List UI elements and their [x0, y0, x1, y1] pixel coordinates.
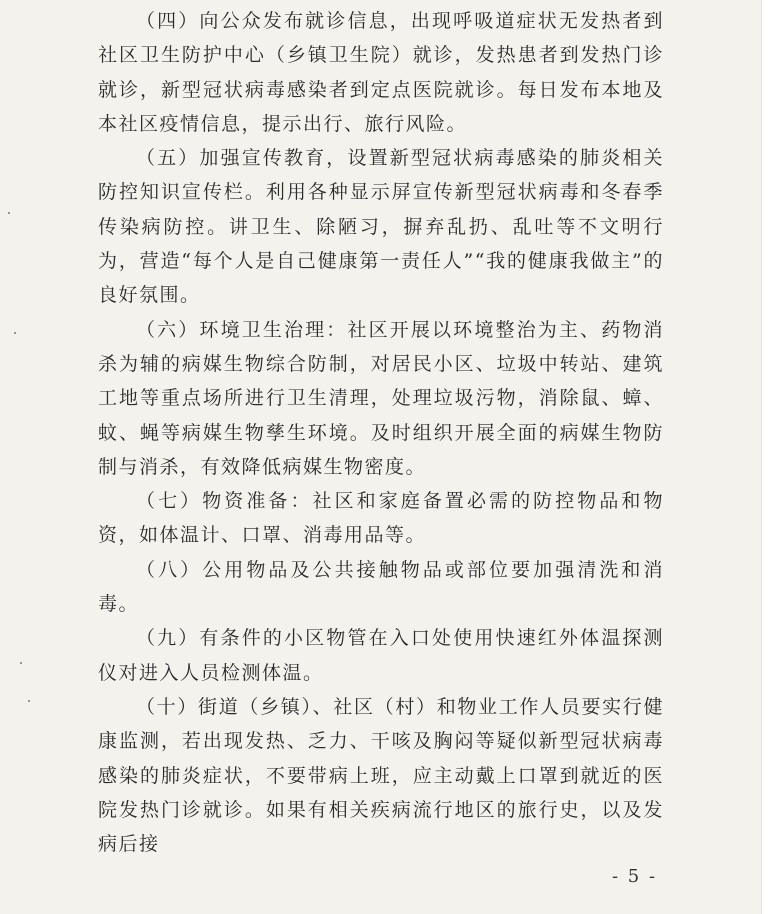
paragraph-4: （四）向公众发布就诊信息，出现呼吸道症状无发热者到社区卫生防护中心（乡镇卫生院）就诊，发热患者到发热门诊就诊，新型冠状病毒感染者到定点医院就诊。每日发布本地及本社区疫情信息，提示出行、旅行风险。: [98, 10, 664, 135]
paragraph-9: （九）有条件的小区物管在入口处使用快速红外体温探测仪对进入人员检测体温。: [98, 627, 664, 684]
paragraph-10: （十）街道（乡镇）、社区（村）和物业工作人员要实行健康监测，若出现发热、乏力、干咳及胸闷等疑似新型冠状病毒感染的肺炎症状，不要带病上班，应主动戴上口罩到就近的医院发热门诊就诊。如果有相关疾病流行地区的旅行史，以及发病后接: [98, 695, 664, 856]
paragraph-5: （五）加强宣传教育，设置新型冠状病毒感染的肺炎相关防控知识宣传栏。利用各种显示屏宣传新型冠状病毒和冬春季传染病防控。讲卫生、除陋习，摒弃乱扔、乱吐等不文明行为，营造“每个人是自己健康第一责任人”“我的健康我做主”的良好氛围。: [98, 147, 664, 307]
page-edge: [761, 0, 772, 914]
page-number: - 5 -: [612, 866, 658, 887]
scan-speck: [14, 332, 16, 334]
paragraph-8: （八）公用物品及公共接触物品或部位要加强清洗和消毒。: [98, 558, 664, 616]
scan-speck: [8, 212, 10, 214]
paragraph-7: （七）物资准备：社区和家庭备置必需的防控物品和物资，如体温计、口罩、消毒用品等。: [98, 490, 664, 547]
scan-speck: [28, 700, 30, 702]
document-body: [98, 4, 664, 861]
scan-speck: [20, 662, 22, 664]
paragraph-6: （六）环境卫生治理：社区开展以环境整治为主、药物消杀为辅的病媒生物综合防制，对居民小区、垃圾中转站、建筑工地等重点场所进行卫生清理，处理垃圾污物，消除鼠、蟑、蚊、蝇等病媒生物孳生环境。及时组织开展全面的病媒生物防制与消杀，有效降低病媒生物密度。: [98, 318, 664, 478]
